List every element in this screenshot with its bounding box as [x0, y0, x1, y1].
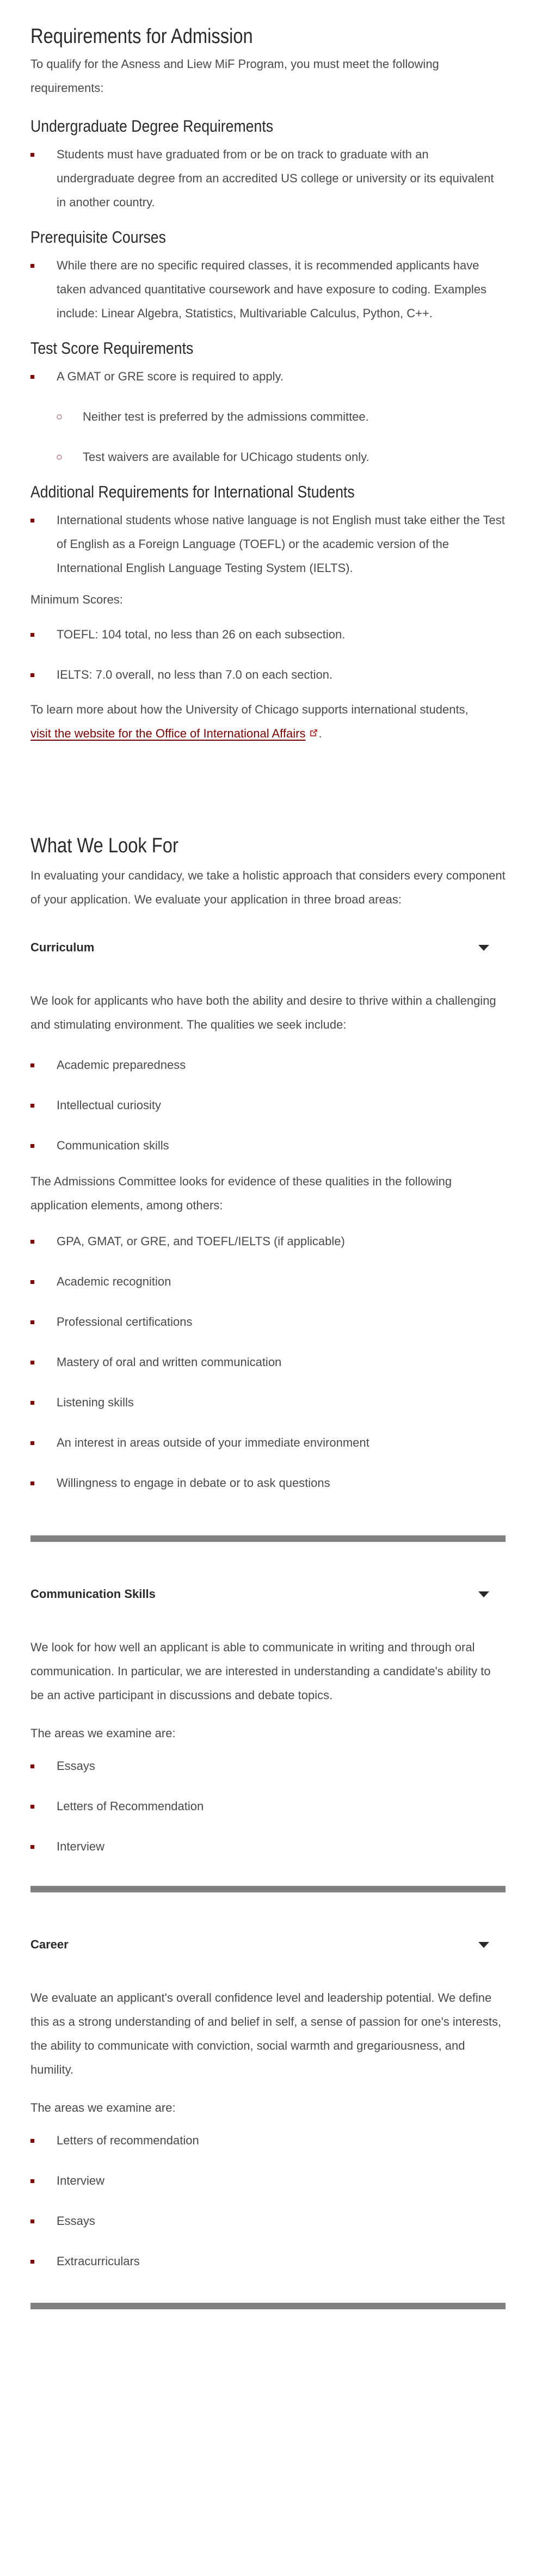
accordion-label: Curriculum [30, 940, 95, 955]
period: . [318, 727, 322, 740]
list-item: Extracurriculars [30, 2249, 506, 2273]
test-list [30, 365, 506, 469]
intl-affairs-link[interactable] [30, 727, 318, 740]
intl-learn-more [30, 698, 506, 746]
communication-toggle[interactable] [30, 1583, 506, 1605]
chevron-down-icon[interactable] [478, 1942, 489, 1948]
look-for-intro: In evaluating your candidacy, we take a holistic approach that considers every component of your application. We evaluate your application in three broad areas: [30, 869, 506, 907]
list-item: Students must have graduated from or be on track to graduate with an undergraduate degree from an accredited US college or university or its equivalent in another country. [30, 143, 506, 214]
accordion-divider [30, 1535, 506, 1542]
curriculum-accordion [30, 937, 506, 1542]
career-areas-list [30, 2129, 506, 2273]
career-text: We evaluate an applicant's overall confidence level and leadership potential. We define this as a strong understanding of and belief in self, a sense of passion for one's interests, the ability to communicate with conviction, social warmth and gregariousness, and humility. [30, 1991, 502, 2077]
accordion-label: Career [30, 1938, 69, 1952]
list-item: IELTS: 7.0 overall, no less than 7.0 on each section. [30, 663, 506, 687]
curriculum-text: We look for applicants who have both the ability and desire to thrive within a challenging and stimulating environment. The qualities we seek include: [30, 994, 496, 1032]
list-item: Essays [30, 2209, 506, 2233]
intl-list [30, 508, 506, 580]
prereq-heading: Prerequisite Courses [30, 228, 166, 247]
list-item: Interview [30, 1835, 506, 1859]
undergrad-heading: Undergraduate Degree Requirements [30, 116, 274, 136]
list-item: Academic preparedness [30, 1053, 506, 1077]
list-item: Letters of Recommendation [30, 1794, 506, 1818]
list-item: International students whose native language is not English must take either the Test of English as a Foreign Language (TOEFL) or the academic version of the International English Language Testing System (IELTS). [30, 508, 506, 580]
list-item: Intellectual curiosity [30, 1093, 506, 1117]
career-toggle[interactable] [30, 1934, 506, 1956]
min-scores-label: Minimum Scores: [30, 593, 123, 606]
chevron-down-icon[interactable] [478, 1591, 489, 1597]
list-item: Willingness to engage in debate or to ask questions [30, 1471, 506, 1495]
areas-label: The areas we examine are: [30, 2101, 176, 2115]
scores-list [30, 623, 506, 687]
list-item: Academic recognition [30, 1270, 506, 1294]
list-item: A GMAT or GRE score is required to apply. [30, 365, 506, 389]
external-link-icon [309, 722, 318, 746]
list-item: GPA, GMAT, or GRE, and TOEFL/IELTS (if applicable) [30, 1229, 506, 1253]
qualities-list [30, 1053, 506, 1158]
page-title: Requirements for Admission [30, 25, 253, 48]
elements-list [30, 1229, 506, 1495]
chevron-down-icon[interactable] [478, 945, 489, 951]
list-item: Interview [30, 2169, 506, 2193]
communication-text: We look for how well an applicant is able to communicate in writing and through oral communication. In particular, we are interested in understanding a candidate's ability to be an active participant in discussions and debate topics. [30, 1640, 491, 1702]
accordion-label: Communication Skills [30, 1587, 156, 1601]
prereq-list [30, 254, 506, 325]
admission-intro: To qualify for the Asness and Liew MiF Program, you must meet the following requirements: [30, 57, 439, 95]
list-item: Essays [30, 1754, 506, 1778]
communication-areas-list [30, 1754, 506, 1859]
test-heading: Test Score Requirements [30, 339, 194, 358]
learn-more-text: To learn more about how the University of Chicago supports international students, [30, 703, 469, 716]
accordion-divider [30, 2303, 506, 2309]
look-for-title: What We Look For [30, 834, 178, 858]
list-item: Mastery of oral and written communication [30, 1350, 506, 1374]
list-item: Listening skills [30, 1391, 506, 1415]
curriculum-toggle[interactable] [30, 937, 506, 958]
list-item: An interest in areas outside of your immediate environment [30, 1431, 506, 1455]
accordion-divider [30, 1886, 506, 1892]
list-item: While there are no specific required classes, it is recommended applicants have taken advanced quantitative coursework and have exposure to coding. Examples include: Linear Algebra, Statistics, Multivariable Calculus, Python, C++. [30, 254, 506, 325]
career-accordion [30, 1934, 506, 2309]
sub-list-item: Test waivers are available for UChicago students only. [30, 445, 506, 469]
intl-affairs-link-text[interactable]: visit the website for the Office of International Affairs [30, 727, 306, 740]
intl-heading: Additional Requirements for International Students [30, 482, 355, 501]
communication-accordion [30, 1583, 506, 1892]
areas-label: The areas we examine are: [30, 1726, 176, 1741]
undergrad-list [30, 143, 506, 214]
curriculum-text-2: The Admissions Committee looks for evidence of these qualities in the following application elements, among others: [30, 1175, 452, 1213]
list-item: Communication skills [30, 1134, 506, 1158]
list-item: TOEFL: 104 total, no less than 26 on each subsection. [30, 623, 506, 647]
sub-list-item: Neither test is preferred by the admissions committee. [30, 405, 506, 429]
list-item: Letters of recommendation [30, 2129, 506, 2153]
list-item: Professional certifications [30, 1310, 506, 1334]
